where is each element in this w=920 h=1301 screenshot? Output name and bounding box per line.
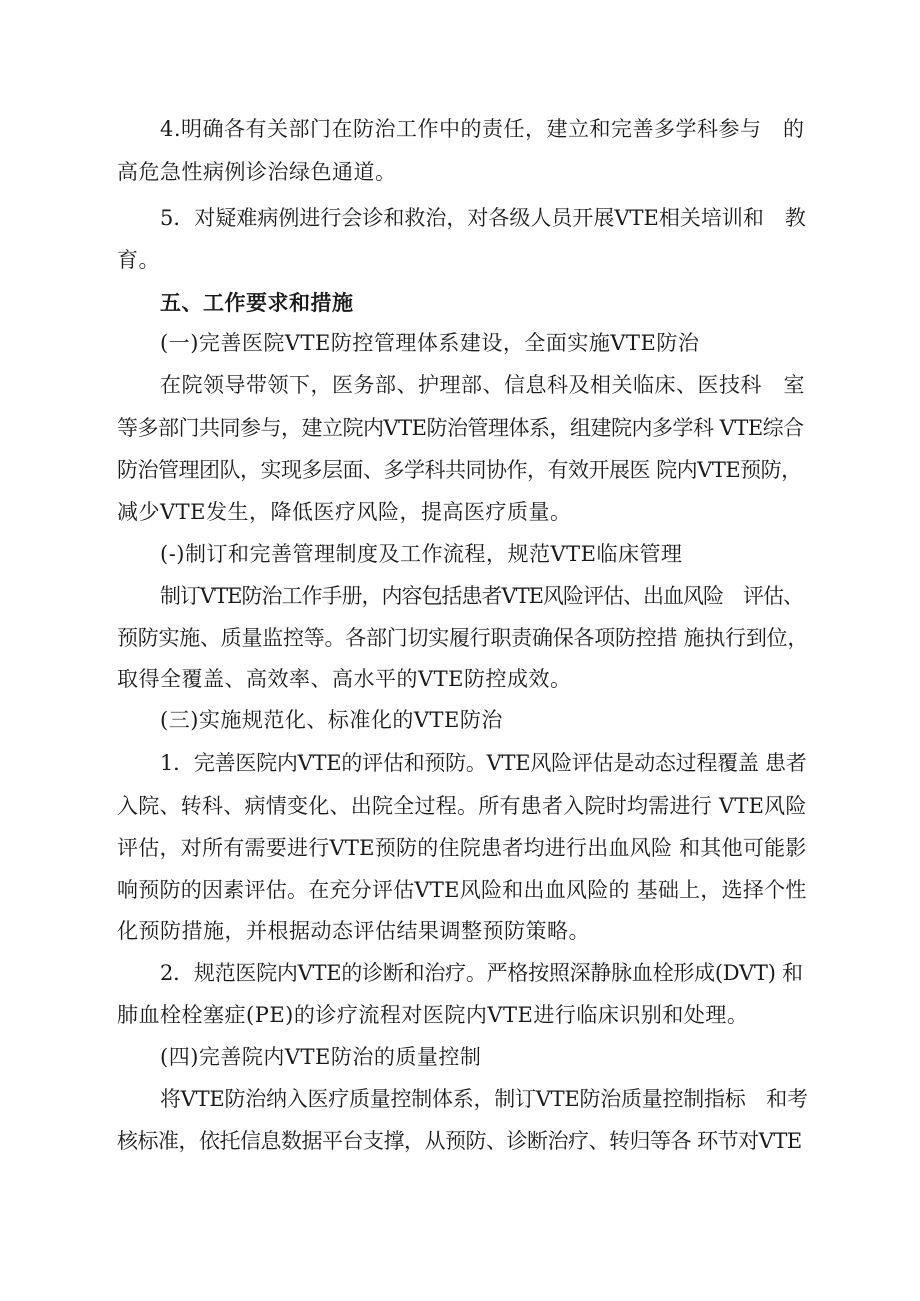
- paragraph-line: 4.明确各有关部门在防治工作中的责任，建立和完善多学科参与 的: [160, 117, 805, 141]
- paragraph-line: 减少VTE发生，降低医疗风险，提高医疗质量。: [117, 500, 572, 524]
- subsection-heading: (-)制订和完善管理制度及工作流程，规范VTE临床管理: [160, 542, 683, 566]
- paragraph-line: 将VTE防治纳入医疗质量控制体系，制订VTE防治质量控制指标 和考: [160, 1087, 808, 1111]
- paragraph-line: 5．对疑难病例进行会诊和救治，对各级人员开展VTE相关培训和 教: [160, 206, 806, 230]
- paragraph-line: 制订VTE防治工作手册，内容包括患者VTE风险评估、出血风险 评估、: [160, 584, 804, 608]
- subsection-heading: (一)完善医院VTE防控管理体系建设，全面实施VTE防治: [160, 331, 700, 355]
- paragraph-line: 2．规范医院内VTE的诊断和治疗。严格按照深静脉血栓形成(DVT) 和: [160, 961, 803, 985]
- paragraph-line: 育。: [117, 248, 160, 272]
- subsection-heading: (四)完善院内VTE防治的质量控制: [160, 1045, 482, 1069]
- paragraph-line: 肺血栓栓塞症(PE)的诊疗流程对医院内VTE进行临床识别和处理。: [117, 1003, 749, 1027]
- paragraph-line: 预防实施、质量监控等。各部门切实履行职责确保各项防控措 施执行到位，: [117, 626, 809, 650]
- paragraph-line: 取得全覆盖、高效率、高水平的VTE防控成效。: [117, 667, 572, 691]
- paragraph-line: 响预防的因素评估。在充分评估VTE风险和出血风险的 基础上，选择个性: [117, 878, 807, 902]
- paragraph-line: 核标准，依托信息数据平台支撑，从预防、诊断治疗、转归等各 环节对VTE: [117, 1129, 802, 1153]
- paragraph-line: 化预防措施，并根据动态评估结果调整预防策略。: [117, 919, 590, 943]
- paragraph-line: 等多部门共同参与，建立院内VTE防治管理体系，组建院内多学科 VTE综合: [117, 416, 804, 440]
- paragraph-line: 高危急性病例诊治绿色通道。: [117, 160, 397, 184]
- paragraph-line: 评估，对所有需要进行VTE预防的住院患者均进行出血风险 和其他可能影: [117, 836, 807, 860]
- paragraph-line: 1．完善医院内VTE的评估和预防。VTE风险评估是动态过程覆盖 患者: [160, 751, 807, 775]
- paragraph-line: 在院领导带领下，医务部、护理部、信息科及相关临床、医技科 室: [160, 373, 805, 397]
- paragraph-line: 防治管理团队，实现多层面、多学科共同协作，有效开展医 院内VTE预防，: [117, 458, 802, 482]
- subsection-heading: (三)实施规范化、标准化的VTE防治: [160, 708, 503, 732]
- section-heading: 五、工作要求和措施: [160, 290, 354, 315]
- paragraph-line: 入院、转科、病情变化、出院全过程。所有患者入院时均需进行 VTE风险: [117, 794, 807, 818]
